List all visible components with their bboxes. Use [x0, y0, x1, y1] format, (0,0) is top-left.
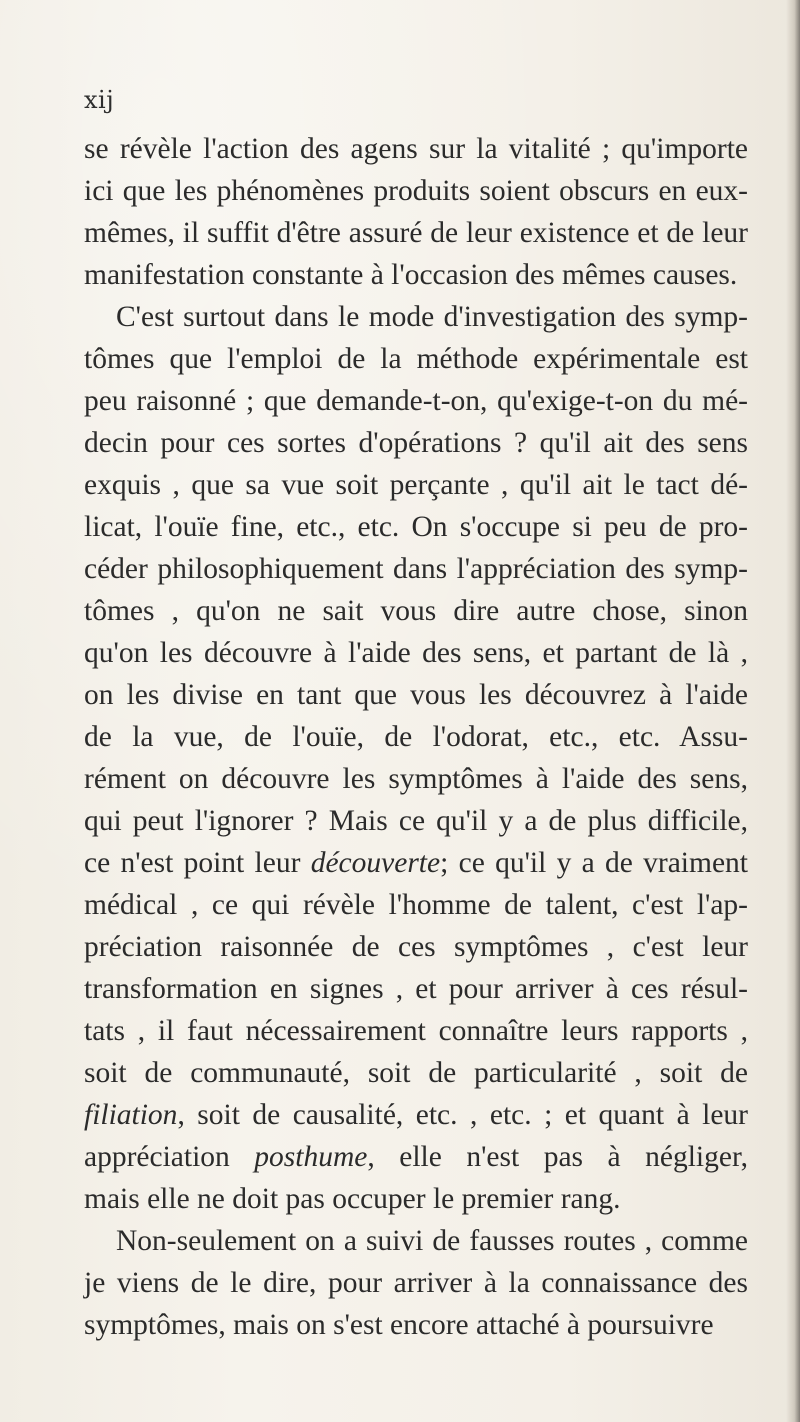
- text-line: ici que les phénomènes produits soient obscurs en eux-: [84, 175, 748, 207]
- text-line: peu raisonné ; que demande-t-on, qu'exige-t-on du mé-: [84, 385, 748, 417]
- text-line: [84, 1136, 748, 1178]
- text-line: mêmes, il suffit d'être assuré de leur existence et de leur: [84, 217, 748, 249]
- text-segment: appréciation: [84, 1141, 255, 1173]
- page-number: xij: [84, 86, 115, 114]
- text-line: médical , ce qui révèle l'homme de talent, c'est l'ap-: [84, 889, 748, 921]
- text-line: exquis , que sa vue soit perçante , qu'il ait le tact dé-: [84, 469, 748, 501]
- text-line: C'est surtout dans le mode d'investigation des symp-: [116, 301, 748, 333]
- text-line: [84, 1094, 748, 1136]
- text-line: tats , il faut nécessairement connaître leurs rapports ,: [84, 1015, 748, 1047]
- text-line: je viens de le dire, pour arriver à la connaissance des: [84, 1267, 748, 1299]
- text-line: soit de communauté, soit de particularité , soit de: [84, 1057, 748, 1089]
- text-line: Non-seulement on a suivi de fausses routes , comme: [116, 1225, 748, 1257]
- page-edge-shadow: [786, 0, 800, 1422]
- text-line: mais elle ne doit pas occuper le premier rang.: [84, 1183, 621, 1215]
- text-line: [84, 842, 748, 884]
- text-segment: , soit de causalité, etc. , etc. ; et quant à leur: [177, 1099, 748, 1131]
- text-line: tômes , qu'on ne sait vous dire autre chose, sinon: [84, 595, 748, 627]
- text-line: manifestation constante à l'occasion des mêmes causes.: [84, 259, 738, 291]
- text-line: céder philosophiquement dans l'appréciation des symp-: [84, 553, 748, 585]
- text-line: transformation en signes , et pour arriver à ces résul-: [84, 973, 748, 1005]
- text-line: decin pour ces sortes d'opérations ? qu'il ait des sens: [84, 427, 748, 459]
- text-line: qu'on les découvre à l'aide des sens, et partant de là ,: [84, 637, 748, 669]
- text-line: rément on découvre les symptômes à l'aide des sens,: [84, 763, 748, 795]
- text-segment: , elle n'est pas à négliger,: [367, 1141, 748, 1173]
- body-text: [84, 128, 748, 1346]
- text-segment: ce n'est point leur: [84, 847, 311, 879]
- text-line: symptômes, mais on s'est encore attaché à poursuivre: [84, 1309, 714, 1341]
- text-line: qui peut l'ignorer ? Mais ce qu'il y a de plus difficile,: [84, 805, 748, 837]
- text-line: tômes que l'emploi de la méthode expérimentale est: [84, 343, 748, 375]
- text-line: préciation raisonnée de ces symptômes , c'est leur: [84, 931, 748, 963]
- text-line: se révèle l'action des agens sur la vitalité ; qu'importe: [84, 133, 748, 165]
- text-line: licat, l'ouïe fine, etc., etc. On s'occupe si peu de pro-: [84, 511, 748, 543]
- text-line: on les divise en tant que vous les découvrez à l'aide: [84, 679, 748, 711]
- text-line: de la vue, de l'ouïe, de l'odorat, etc., etc. Assu-: [84, 721, 748, 753]
- italic-term: découverte: [310, 847, 441, 879]
- text-segment: ; ce qu'il y a de vraiment: [440, 847, 748, 879]
- italic-term: posthume: [254, 1141, 368, 1173]
- italic-term: filiation: [84, 1099, 178, 1131]
